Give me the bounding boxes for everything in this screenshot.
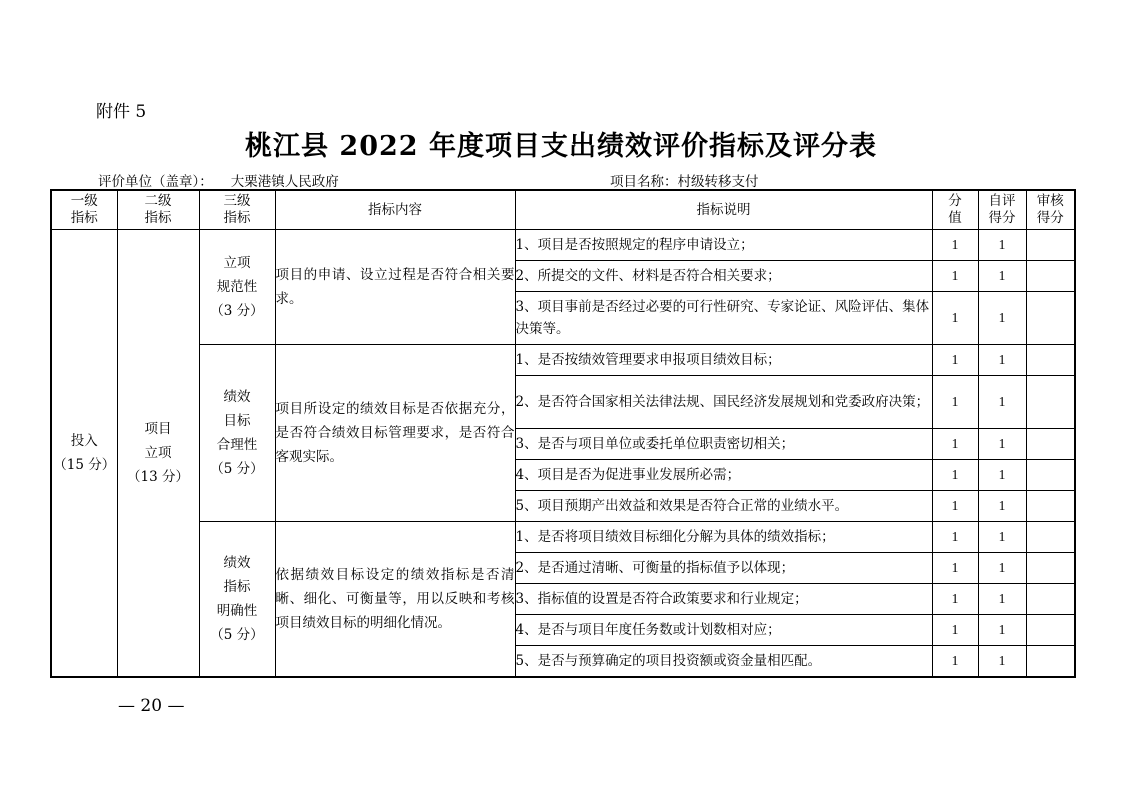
score-cell: 1 bbox=[932, 615, 978, 646]
level1-cell: 投入 （15 分） bbox=[51, 230, 117, 678]
level2-cell: 项目 立项 （13 分） bbox=[117, 230, 199, 678]
content-cell: 项目的申请、设立过程是否符合相关要求。 bbox=[275, 230, 515, 345]
description-cell: 5、是否与预算确定的项目投资额或资金量相匹配。 bbox=[515, 646, 932, 678]
header-content: 指标内容 bbox=[275, 190, 515, 230]
audit-score-cell[interactable] bbox=[1026, 376, 1075, 429]
score-cell: 1 bbox=[932, 429, 978, 460]
self-score-cell: 1 bbox=[978, 646, 1026, 678]
audit-score-cell[interactable] bbox=[1026, 522, 1075, 553]
project-name-value: 村级转移支付 bbox=[677, 174, 759, 190]
self-score-cell: 1 bbox=[978, 292, 1026, 345]
score-cell: 1 bbox=[932, 230, 978, 261]
level3-cell: 绩效 指标 明确性 （5 分） bbox=[199, 522, 275, 678]
eval-unit-line bbox=[98, 170, 339, 190]
self-score-cell: 1 bbox=[978, 584, 1026, 615]
audit-score-cell[interactable] bbox=[1026, 429, 1075, 460]
self-score-cell: 1 bbox=[978, 376, 1026, 429]
content-cell: 项目所设定的绩效目标是否依据充分，是否符合绩效目标管理要求，是否符合客观实际。 bbox=[275, 345, 515, 522]
attachment-label: 附件 5 bbox=[96, 102, 147, 122]
eval-unit-value: 大栗港镇人民政府 bbox=[230, 174, 339, 190]
level3-cell: 绩效 目标 合理性 （5 分） bbox=[199, 345, 275, 522]
table-row bbox=[51, 230, 1075, 261]
self-score-cell: 1 bbox=[978, 491, 1026, 522]
page-title: 桃江县 2022 年度项目支出绩效评价指标及评分表 bbox=[245, 131, 877, 162]
level3-cell: 立项 规范性 （3 分） bbox=[199, 230, 275, 345]
audit-score-cell[interactable] bbox=[1026, 553, 1075, 584]
score-cell: 1 bbox=[932, 376, 978, 429]
project-name-line bbox=[610, 170, 759, 190]
self-score-cell: 1 bbox=[978, 230, 1026, 261]
audit-score-cell[interactable] bbox=[1026, 584, 1075, 615]
self-score-cell: 1 bbox=[978, 522, 1026, 553]
description-cell: 2、是否符合国家相关法律法规、国民经济发展规划和党委政府决策； bbox=[515, 376, 932, 429]
header-level2: 二级 指标 bbox=[117, 190, 199, 230]
description-cell: 2、所提交的文件、材料是否符合相关要求； bbox=[515, 261, 932, 292]
self-score-cell: 1 bbox=[978, 460, 1026, 491]
audit-score-cell[interactable] bbox=[1026, 345, 1075, 376]
description-cell: 1、是否将项目绩效目标细化分解为具体的绩效指标； bbox=[515, 522, 932, 553]
content-cell: 依据绩效目标设定的绩效指标是否清晰、细化、可衡量等，用以反映和考核项目绩效目标的明细化情况。 bbox=[275, 522, 515, 678]
description-cell: 3、是否与项目单位或委托单位职责密切相关； bbox=[515, 429, 932, 460]
audit-score-cell[interactable] bbox=[1026, 491, 1075, 522]
description-cell: 1、是否按绩效管理要求申报项目绩效目标； bbox=[515, 345, 932, 376]
audit-score-cell[interactable] bbox=[1026, 460, 1075, 491]
header-audit-score: 审核 得分 bbox=[1026, 190, 1075, 230]
description-cell: 4、是否与项目年度任务数或计划数相对应； bbox=[515, 615, 932, 646]
score-cell: 1 bbox=[932, 584, 978, 615]
description-cell: 2、是否通过清晰、可衡量的指标值予以体现； bbox=[515, 553, 932, 584]
header-self-score: 自评 得分 bbox=[978, 190, 1026, 230]
audit-score-cell[interactable] bbox=[1026, 292, 1075, 345]
page-number: — 20 — bbox=[118, 696, 185, 716]
audit-score-cell[interactable] bbox=[1026, 646, 1075, 678]
description-cell: 5、项目预期产出效益和效果是否符合正常的业绩水平。 bbox=[515, 491, 932, 522]
description-cell: 1、项目是否按照规定的程序申请设立； bbox=[515, 230, 932, 261]
description-cell: 3、指标值的设置是否符合政策要求和行业规定； bbox=[515, 584, 932, 615]
self-score-cell: 1 bbox=[978, 429, 1026, 460]
table-row bbox=[51, 522, 1075, 553]
audit-score-cell[interactable] bbox=[1026, 615, 1075, 646]
self-score-cell: 1 bbox=[978, 553, 1026, 584]
header-level1: 一级 指标 bbox=[51, 190, 117, 230]
self-score-cell: 1 bbox=[978, 615, 1026, 646]
header-score: 分 值 bbox=[932, 190, 978, 230]
audit-score-cell[interactable] bbox=[1026, 230, 1075, 261]
score-cell: 1 bbox=[932, 646, 978, 678]
description-cell: 4、项目是否为促进事业发展所必需； bbox=[515, 460, 932, 491]
description-cell: 3、项目事前是否经过必要的可行性研究、专家论证、风险评估、集体决策等。 bbox=[515, 292, 932, 345]
score-cell: 1 bbox=[932, 460, 978, 491]
eval-unit-label: 评价单位（盖章）： bbox=[98, 174, 213, 190]
header-description: 指标说明 bbox=[515, 190, 932, 230]
project-name-label: 项目名称： bbox=[610, 174, 678, 190]
score-table bbox=[50, 189, 1076, 678]
score-cell: 1 bbox=[932, 292, 978, 345]
table-header-row bbox=[51, 190, 1075, 230]
header-level3: 三级 指标 bbox=[199, 190, 275, 230]
score-cell: 1 bbox=[932, 522, 978, 553]
self-score-cell: 1 bbox=[978, 261, 1026, 292]
score-cell: 1 bbox=[932, 553, 978, 584]
score-cell: 1 bbox=[932, 345, 978, 376]
table-row bbox=[51, 345, 1075, 376]
score-cell: 1 bbox=[932, 261, 978, 292]
self-score-cell: 1 bbox=[978, 345, 1026, 376]
score-cell: 1 bbox=[932, 491, 978, 522]
audit-score-cell[interactable] bbox=[1026, 261, 1075, 292]
